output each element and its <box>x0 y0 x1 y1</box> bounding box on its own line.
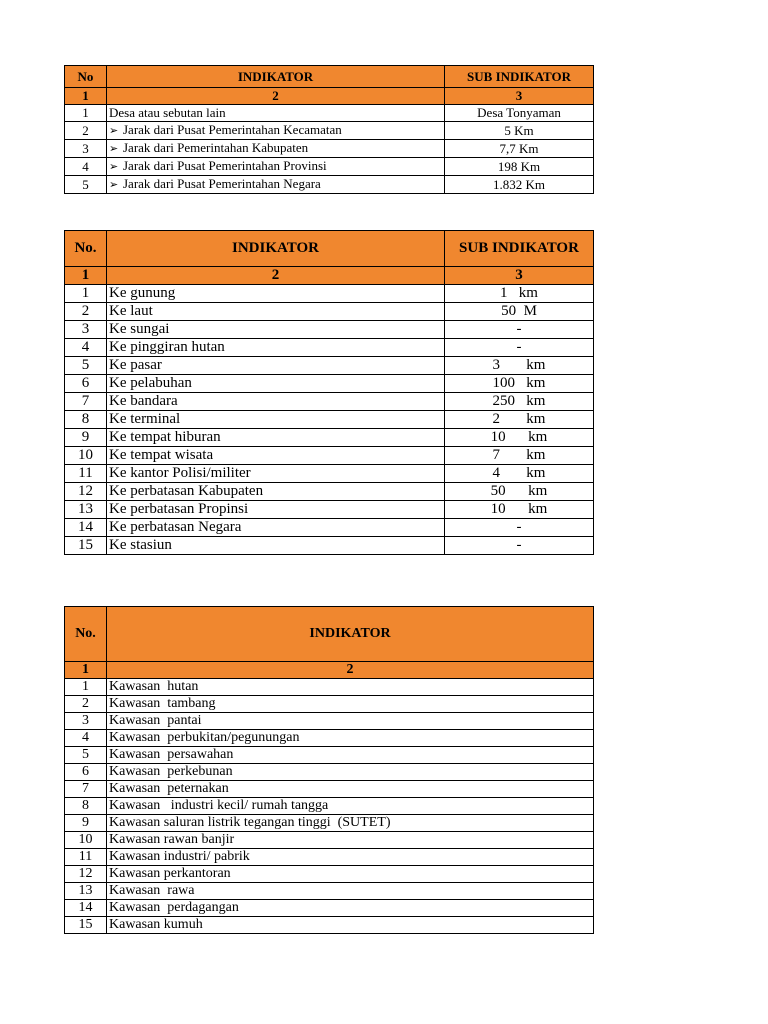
cell-indikator: Kawasan persawahan <box>107 747 594 764</box>
cell-indikator: Ke pelabuhan <box>107 375 445 393</box>
table-row <box>65 781 594 798</box>
table-row <box>65 303 594 321</box>
indikator-text: Jarak dari Pusat Pemerintahan Kecamatan <box>123 122 342 137</box>
table-header-row <box>65 607 594 662</box>
table-header-row <box>65 231 594 267</box>
indikator-text: Jarak dari Pusat Pemerintahan Provinsi <box>123 158 327 173</box>
cell-sub-indikator: 1.832 Km <box>445 176 594 194</box>
cell-indikator: Ke bandara <box>107 393 445 411</box>
column-number: 3 <box>445 88 594 105</box>
cell-no: 2 <box>65 303 107 321</box>
cell-no: 1 <box>65 285 107 303</box>
cell-indikator: Kawasan kumuh <box>107 917 594 934</box>
table-row <box>65 883 594 900</box>
cell-indikator: Kawasan hutan <box>107 679 594 696</box>
cell-indikator: Ke pinggiran hutan <box>107 339 445 357</box>
header-sub-indikator: SUB INDIKATOR <box>445 231 594 267</box>
cell-indikator: Kawasan industri/ pabrik <box>107 849 594 866</box>
cell-indikator: Kawasan pantai <box>107 713 594 730</box>
table-row <box>65 866 594 883</box>
table-row <box>65 537 594 555</box>
cell-sub-indikator: Desa Tonyaman <box>445 105 594 122</box>
column-number-row <box>65 88 594 105</box>
cell-indikator: Ke terminal <box>107 411 445 429</box>
cell-sub-indikator: 4 km <box>445 465 594 483</box>
table-row <box>65 832 594 849</box>
cell-no: 1 <box>65 679 107 696</box>
table-row <box>65 429 594 447</box>
cell-no: 10 <box>65 447 107 465</box>
arrow-bullet-icon: ➢ <box>109 179 119 191</box>
table-row <box>65 321 594 339</box>
cell-no: 4 <box>65 339 107 357</box>
cell-no: 2 <box>65 122 107 140</box>
cell-sub-indikator: 10 km <box>445 429 594 447</box>
cell-indikator: Kawasan perdagangan <box>107 900 594 917</box>
cell-indikator <box>107 122 445 140</box>
table-row <box>65 357 594 375</box>
cell-no: 3 <box>65 321 107 339</box>
table-jarak-lokasi <box>64 230 594 555</box>
column-number: 1 <box>65 267 107 285</box>
table-row <box>65 815 594 832</box>
cell-no: 12 <box>65 866 107 883</box>
cell-indikator: Ke gunung <box>107 285 445 303</box>
cell-no: 6 <box>65 764 107 781</box>
cell-indikator: Kawasan peternakan <box>107 781 594 798</box>
cell-indikator: Kawasan perbukitan/pegunungan <box>107 730 594 747</box>
table-row <box>65 900 594 917</box>
table-row <box>65 158 594 176</box>
header-no: No. <box>65 607 107 662</box>
cell-no: 11 <box>65 465 107 483</box>
cell-no: 9 <box>65 815 107 832</box>
header-indikator: INDIKATOR <box>107 607 594 662</box>
table-row <box>65 285 594 303</box>
cell-no: 8 <box>65 411 107 429</box>
cell-no: 5 <box>65 357 107 375</box>
cell-indikator: Kawasan rawan banjir <box>107 832 594 849</box>
table-kawasan <box>64 606 594 934</box>
table-row <box>65 696 594 713</box>
table-row <box>65 176 594 194</box>
column-number-row <box>65 267 594 285</box>
table-row <box>65 730 594 747</box>
header-no: No. <box>65 231 107 267</box>
cell-no: 7 <box>65 781 107 798</box>
column-number: 1 <box>65 88 107 105</box>
cell-sub-indikator: - <box>445 321 594 339</box>
column-number: 2 <box>107 88 445 105</box>
arrow-bullet-icon: ➢ <box>109 161 119 173</box>
cell-no: 11 <box>65 849 107 866</box>
cell-indikator: Ke tempat wisata <box>107 447 445 465</box>
cell-sub-indikator: - <box>445 519 594 537</box>
cell-sub-indikator: 7,7 Km <box>445 140 594 158</box>
cell-indikator: Kawasan industri kecil/ rumah tangga <box>107 798 594 815</box>
column-number: 2 <box>107 267 445 285</box>
cell-sub-indikator: - <box>445 537 594 555</box>
cell-indikator: Kawasan tambang <box>107 696 594 713</box>
cell-no: 6 <box>65 375 107 393</box>
cell-indikator: Kawasan perkebunan <box>107 764 594 781</box>
arrow-bullet-icon: ➢ <box>109 125 119 137</box>
cell-no: 2 <box>65 696 107 713</box>
indikator-text: Jarak dari Pusat Pemerintahan Negara <box>123 176 321 191</box>
cell-no: 13 <box>65 501 107 519</box>
cell-indikator: Ke perbatasan Kabupaten <box>107 483 445 501</box>
table-row <box>65 375 594 393</box>
cell-indikator: Ke perbatasan Propinsi <box>107 501 445 519</box>
header-no: No <box>65 66 107 88</box>
table-row <box>65 849 594 866</box>
table-row <box>65 764 594 781</box>
cell-indikator: Desa atau sebutan lain <box>107 105 445 122</box>
cell-no: 8 <box>65 798 107 815</box>
cell-no: 13 <box>65 883 107 900</box>
column-number-row <box>65 662 594 679</box>
cell-no: 12 <box>65 483 107 501</box>
table-jarak-pemerintahan <box>64 65 594 194</box>
cell-sub-indikator: - <box>445 339 594 357</box>
cell-indikator: Kawasan saluran listrik tegangan tinggi (SUTET) <box>107 815 594 832</box>
cell-sub-indikator: 1 km <box>445 285 594 303</box>
cell-sub-indikator: 50 km <box>445 483 594 501</box>
table-row <box>65 140 594 158</box>
cell-sub-indikator: 198 Km <box>445 158 594 176</box>
cell-indikator <box>107 140 445 158</box>
cell-indikator: Ke kantor Polisi/militer <box>107 465 445 483</box>
table-row <box>65 501 594 519</box>
arrow-bullet-icon: ➢ <box>109 143 119 155</box>
cell-indikator: Ke sungai <box>107 321 445 339</box>
cell-no: 14 <box>65 900 107 917</box>
cell-indikator <box>107 158 445 176</box>
table-row <box>65 483 594 501</box>
cell-no: 3 <box>65 140 107 158</box>
table-row <box>65 122 594 140</box>
cell-no: 9 <box>65 429 107 447</box>
cell-sub-indikator: 50 M <box>445 303 594 321</box>
cell-no: 5 <box>65 747 107 764</box>
table-row <box>65 411 594 429</box>
table-row <box>65 447 594 465</box>
cell-no: 10 <box>65 832 107 849</box>
table-row <box>65 465 594 483</box>
cell-indikator: Ke laut <box>107 303 445 321</box>
cell-no: 1 <box>65 105 107 122</box>
cell-no: 15 <box>65 917 107 934</box>
cell-indikator: Ke perbatasan Negara <box>107 519 445 537</box>
cell-indikator: Ke pasar <box>107 357 445 375</box>
table-row <box>65 798 594 815</box>
cell-sub-indikator: 3 km <box>445 357 594 375</box>
header-indikator: INDIKATOR <box>107 231 445 267</box>
indikator-text: Jarak dari Pemerintahan Kabupaten <box>123 140 309 155</box>
cell-no: 15 <box>65 537 107 555</box>
cell-no: 7 <box>65 393 107 411</box>
table-row <box>65 519 594 537</box>
cell-no: 4 <box>65 158 107 176</box>
cell-sub-indikator: 100 km <box>445 375 594 393</box>
table-row <box>65 713 594 730</box>
cell-sub-indikator: 250 km <box>445 393 594 411</box>
cell-indikator: Ke stasiun <box>107 537 445 555</box>
cell-indikator: Ke tempat hiburan <box>107 429 445 447</box>
cell-indikator: Kawasan rawa <box>107 883 594 900</box>
cell-sub-indikator: 10 km <box>445 501 594 519</box>
cell-no: 5 <box>65 176 107 194</box>
cell-sub-indikator: 5 Km <box>445 122 594 140</box>
table-header-row <box>65 66 594 88</box>
cell-no: 3 <box>65 713 107 730</box>
cell-sub-indikator: 2 km <box>445 411 594 429</box>
header-indikator: INDIKATOR <box>107 66 445 88</box>
table-row <box>65 679 594 696</box>
table-row <box>65 393 594 411</box>
cell-indikator <box>107 176 445 194</box>
table-row <box>65 339 594 357</box>
cell-no: 14 <box>65 519 107 537</box>
cell-no: 4 <box>65 730 107 747</box>
column-number: 1 <box>65 662 107 679</box>
cell-indikator: Kawasan perkantoran <box>107 866 594 883</box>
table-row <box>65 747 594 764</box>
cell-sub-indikator: 7 km <box>445 447 594 465</box>
table-row <box>65 105 594 122</box>
table-row <box>65 917 594 934</box>
column-number: 2 <box>107 662 594 679</box>
column-number: 3 <box>445 267 594 285</box>
header-sub-indikator: SUB INDIKATOR <box>445 66 594 88</box>
